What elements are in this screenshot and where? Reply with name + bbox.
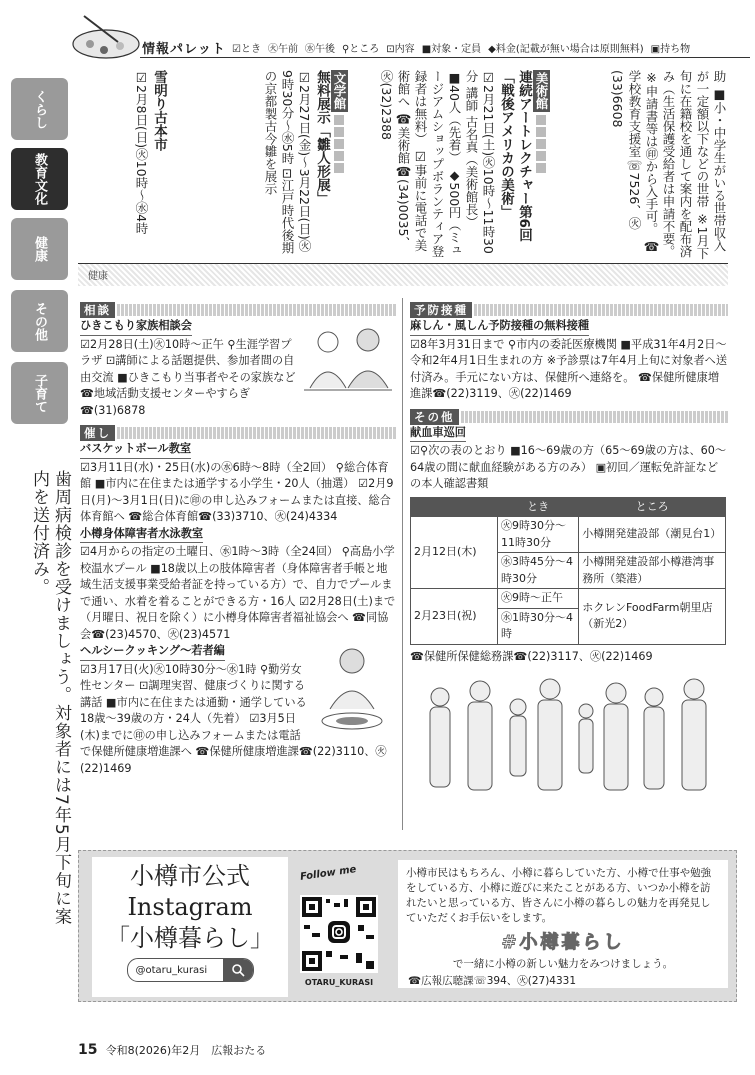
table-row [411, 517, 726, 553]
tab-kenko[interactable]: 健康 [11, 218, 68, 280]
vertical-col-museum [379, 70, 550, 260]
table-cell: 2月23日(祝) [411, 589, 498, 645]
hashtag: #小樽暮らし [501, 932, 625, 953]
blood-donation-table [410, 497, 726, 645]
book-fair-body: ☑2月8日(日)㊋10時～㊌4時 [134, 70, 149, 235]
swimming-block [80, 526, 396, 644]
cooking-block [80, 643, 396, 777]
search-input[interactable]: @otaru_kurasi [135, 964, 208, 976]
decor-bar [536, 115, 546, 175]
search-icon[interactable] [223, 959, 253, 981]
legend-title: 情報パレット [142, 42, 226, 57]
museum-body: ☑2月21日(土)㊋10時～11時30分 講師 古名真（美術館長） ■40人（先着） ◆500円（ミュージアムショップボランティア登録者は無料） ☑事前に電話で美術館へ ☎美術館☎(34)0035、㊋(32)2388 [379, 70, 496, 258]
museum-title: 連続アートレクチャー第6回「戦後アメリカの美術」 [498, 70, 532, 242]
vertical-col-literature [198, 70, 348, 260]
side-note: 歯周病検診を受けましょう。対象者には7年5月下旬に案内を送付済み。 [29, 470, 71, 926]
section-label: 予防接種 [410, 302, 472, 318]
health-band [78, 263, 728, 286]
legend-item: ■対象・定員 [421, 44, 482, 55]
table-cell: ㊋9時～正午 [498, 589, 579, 609]
instagram-line1: 小樽市公式 [130, 862, 250, 890]
vertical-col-book-fair [83, 70, 168, 260]
cooking-illustration [308, 643, 396, 739]
measles-title: 麻しん・風しん予防接種の無料接種 [410, 318, 589, 336]
section-label: 催し [80, 425, 115, 441]
right-column [410, 302, 728, 808]
table-cell: 小樽開発建設部（潮見台1） [579, 517, 726, 553]
vertical-col-aid: 助 ■小・中学生がいる世帯収入が一定額以下などの世帯 ※1月下旬に在籍校を通して案内を配布済み（生活保護受給者は申請不要。 ※申請書等は㊞から入手可。 ☎学校教育支援室☏7526、㊋(33)6608 [610, 70, 727, 260]
section-header-moyoshi [80, 425, 396, 441]
decor-bar [334, 115, 344, 175]
table-cell: 2月12日(木) [411, 517, 498, 589]
column-divider [402, 298, 403, 830]
book-fair-title: 雪明り古本市 [151, 70, 167, 151]
basketball-body: ☑3月11日(水)・25日(水)の㊌6時～8時（全2回） ⚲総合体育館 ■市内に在住または通学する小学生・20人（抽選） ☑2月9日(月)～3月1日(日)に㊞の申し込みフォームまたは直接、総合体育館へ ☎総合体育館☎(33)3710、㊋(24)4334 [80, 460, 394, 523]
instagram-line3: 「小樽暮らし」 [106, 924, 274, 952]
table-cell: ホクレンFoodFarm朝里店（新光2） [579, 589, 726, 645]
palette-icon [70, 14, 140, 60]
legend-item: ◆料金(記載が無い場合は原則無料) [488, 44, 644, 55]
hikikomori-title: ひきこもり家族相談会 [80, 318, 192, 336]
legend-divider [140, 57, 750, 58]
tab-kosodate[interactable]: 子育て [11, 362, 68, 424]
section-header-yobo [410, 302, 728, 318]
section-header-sonota [410, 409, 728, 425]
blood-donation-contact: ☎保健所保健総務課☎(22)3117、㊋(22)1469 [410, 649, 653, 663]
literature-title: 無料展示「雛人形展」 [314, 70, 330, 205]
account-name: OTARU_KURASI [304, 978, 374, 987]
blood-donation-block [410, 425, 728, 666]
legend-item: ⊡内容 [386, 44, 415, 55]
tab-kurashi[interactable]: くらし [11, 78, 68, 140]
blood-donation-body: ☑⚲次の表のとおり ■16～69歳の方（65～69歳の方は、60～64歳の間に献血経験がある方のみ） ▣初回／運転免許証などの本人確認書類 [410, 444, 727, 490]
hikikomori-body: ☑2月28日(土)㊋10時～正午 ⚲生涯学習プラザ ⊡講師による話題提供、参加者間の自由交流 ■ひきこもり当事者やその家族など ☎地域活動支援センターやすらぎ☎(31)6878 [80, 337, 296, 417]
instagram-description-box [398, 860, 728, 988]
basketball-title: バスケットボール教室 [80, 441, 191, 459]
instagram-title-box [92, 857, 288, 997]
literature-body: ☑2月27日(金)～3月22日(日)㊋9時30分～㊌5時 ⊡江戸時代後期の京都製古今雛を展示 [263, 70, 312, 254]
tab-kyoiku-bunka[interactable]: 教育文化 [11, 148, 68, 210]
legend-item: ㊌午後 [304, 44, 335, 55]
blood-donation-title: 献血車巡回 [410, 425, 466, 443]
table-row [411, 589, 726, 609]
legend-item: ☑とき [232, 44, 261, 55]
table-cell: ㊌3時45分～4時30分 [498, 553, 579, 589]
instagram-contact: ☎広報広聴課☏394、㊋(27)4331 [408, 975, 577, 987]
cooking-title: ヘルシークッキング～若者編 [80, 643, 225, 661]
table-cell: ㊋9時30分～11時30分 [498, 517, 579, 553]
instagram-description: 小樽市民はもちろん、小樽に暮らしていた方、小樽で仕事や勉強をしている方、小樽に遊びに来たことがある方、いつか小樽を訪れたいと思っている方、皆さんに小樽の暮らしの魅力を再発見していただくお手伝いをします。 [406, 867, 712, 924]
swimming-body: ☑4月からの指定の土曜日、㊌1時～3時（全24回） ⚲高島小学校温水プール ■18歳以上の肢体障害者（身体障害者手帳と地域生活支援事業受給者証を持っている方）で、自力でプールまで通い、水着を着ることができる方・16人 ☑2月28日(土)まで（月曜日、祝日を除く）に小樽身体障害者福祉協会へ ☎同協会☎(23)4570、㊋(23)4571 [80, 545, 396, 641]
measles-block [410, 318, 728, 403]
literature-category: 文学館 [332, 72, 347, 110]
page-number: 15 [78, 1042, 98, 1058]
qr-code[interactable] [300, 895, 378, 973]
legend-items [232, 40, 690, 55]
family-illustration [410, 667, 728, 805]
museum-category: 美術館 [534, 72, 549, 110]
follow-me-label: Follow me [299, 864, 358, 883]
footer-text: 令和8(2026)年2月 広報おたる [105, 1044, 267, 1057]
health-band-label: 健康 [88, 271, 108, 282]
legend-item: ㊋午前 [267, 44, 298, 55]
instagram-search[interactable] [127, 958, 254, 982]
cooking-body: ☑3月17日(火)㊋10時30分～㊌1時 ⚲勤労女性センター ⊡調理実習、健康づくりに関する講話 ■市内に在住または通勤・通学している18歳～39歳の方・24人（先着） ☑3月5日(木)までに㊞の申し込みフォームまたは電話で保健所健康増進課へ ☎保健所健康増進課☎(22)3110、㊋(22)1469 [80, 662, 387, 775]
table-cell: ㊌1時30分～4時 [498, 608, 579, 644]
legend-item: ⚲ところ [341, 44, 380, 55]
vertical-articles [78, 70, 728, 262]
section-label: 相談 [80, 302, 115, 318]
instagram-line2: Instagram [127, 893, 253, 921]
page-footer [78, 1042, 266, 1058]
instagram-tagline: で一緒に小樽の新しい魅力をみつけましょう。 [452, 958, 674, 970]
left-column [80, 302, 396, 777]
section-label: その他 [410, 409, 459, 425]
basketball-block [80, 441, 396, 526]
table-header: とき [498, 497, 579, 517]
section-header-sodan [80, 302, 396, 318]
table-header: ところ [579, 497, 726, 517]
measles-body: ☑8年3月31日まで ⚲市内の委託医療機関 ■平成31年4月2日～令和2年4月1日生まれの方 ※予診票は7年4月上旬に対象者へ送付済み。手元にない方は、保健所へ連絡を。 ☎保健所健康増進課☎(22)3119、㊋(22)1469 [410, 337, 728, 400]
legend-item: ▣持ち物 [650, 44, 691, 55]
tab-sonota[interactable]: その他 [11, 290, 68, 352]
hikikomori-block [80, 318, 396, 419]
table-cell: 小樽開発建設部小樽港湾事務所（築港） [579, 553, 726, 589]
counseling-illustration [296, 318, 396, 406]
swimming-title: 小樽身体障害者水泳教室 [80, 526, 203, 544]
